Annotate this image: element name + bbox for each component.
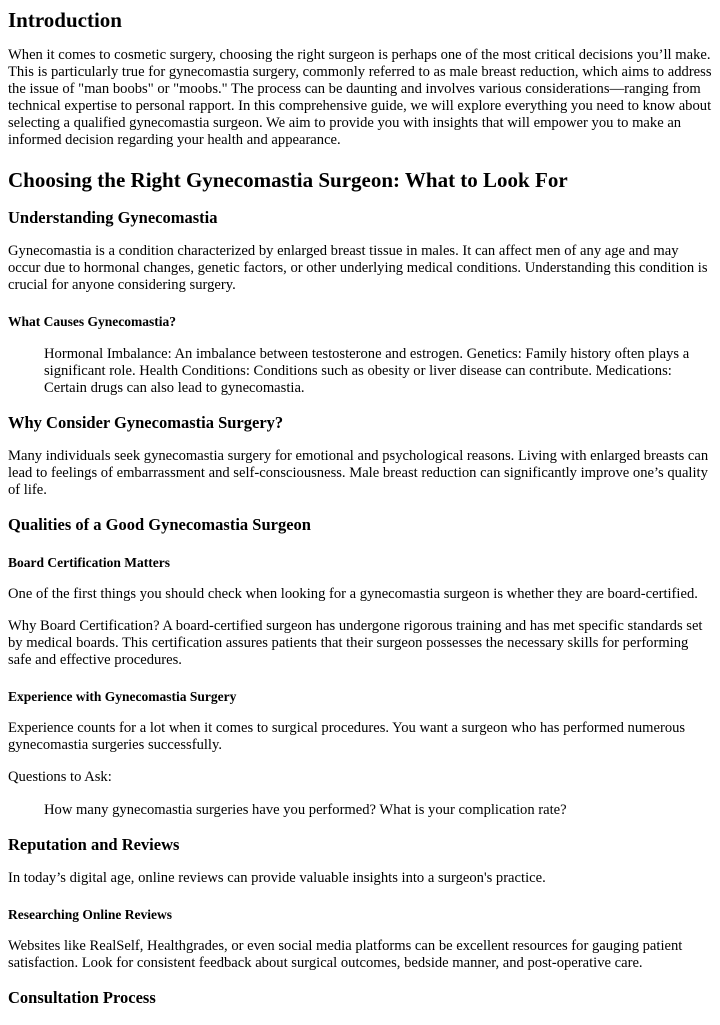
main-heading: Choosing the Right Gynecomastia Surgeon: What to Look For bbox=[8, 168, 568, 192]
causes-quote: Hormonal Imbalance: An imbalance between testosterone and estrogen. Genetics: Family history often plays a significant role. Health Conditions: Conditions such as obesity or liver disease can contribute. Medications: Certain drugs can also lead to gynecomastia. bbox=[44, 346, 690, 396]
why-heading: Why Consider Gynecomastia Surgery? bbox=[8, 413, 284, 432]
questions-quote: How many gynecomastia surgeries have you performed? What is your complication rate? bbox=[44, 802, 567, 818]
understanding-paragraph: Gynecomastia is a condition characterized by enlarged breast tissue in males. It can affect men of any age and may occur due to hormonal changes, genetic factors, or other underlying medical conditions. Understanding this condition is crucial for anyone considering surgery. bbox=[8, 243, 708, 293]
why-paragraph: Many individuals seek gynecomastia surgery for emotional and psychological reasons. Living with enlarged breasts can lead to feelings of embarrassment and self-consciousness. Male breast reduction can significantly improve one’s quality of life. bbox=[8, 448, 709, 498]
article bbox=[0, 8, 720, 1008]
qualities-heading: Qualities of a Good Gynecomastia Surgeon bbox=[8, 515, 311, 534]
reputation-heading: Reputation and Reviews bbox=[8, 835, 180, 854]
board-paragraph-2: Why Board Certification? A board-certified surgeon has undergone rigorous training and has met specific standards set by medical boards. This certification assures patients that their surgeon possesses the necessary skills for performing safe and effective procedures. bbox=[8, 618, 703, 668]
experience-paragraph: Experience counts for a lot when it comes to surgical procedures. You want a surgeon who has performed numerous gynecomastia surgeries successfully. bbox=[8, 720, 686, 753]
board-paragraph-1: One of the first things you should check when looking for a gynecomastia surgeon is whether they are board-certified. bbox=[8, 586, 698, 602]
intro-paragraph: When it comes to cosmetic surgery, choosing the right surgeon is perhaps one of the most critical decisions you’ll make. This is particularly true for gynecomastia surgery, commonly referred to as male breast reduction, which aims to address the issue of "man boobs" or "moobs." The process can be daunting and involves various considerations—ranging from technical expertise to personal rapport. In this comprehensive guide, we will explore everything you need to know about selecting a qualified gynecomastia surgeon. We aim to provide you with insights that will empower you to make an informed decision regarding your health and appearance. bbox=[8, 47, 712, 148]
online-reviews-heading: Researching Online Reviews bbox=[8, 907, 172, 922]
understanding-heading: Understanding Gynecomastia bbox=[8, 208, 218, 227]
intro-heading: Introduction bbox=[8, 8, 122, 32]
board-heading: Board Certification Matters bbox=[8, 555, 170, 570]
consultation-heading: Consultation Process bbox=[8, 988, 156, 1007]
questions-label: Questions to Ask: bbox=[8, 769, 112, 785]
reputation-paragraph: In today’s digital age, online reviews can provide valuable insights into a surgeon's practice. bbox=[8, 870, 546, 886]
experience-heading: Experience with Gynecomastia Surgery bbox=[8, 689, 237, 704]
causes-heading: What Causes Gynecomastia? bbox=[8, 314, 176, 329]
online-reviews-paragraph: Websites like RealSelf, Healthgrades, or even social media platforms can be excellent resources for gauging patient satisfaction. Look for consistent feedback about surgical outcomes, bedside manner, and post-operative care. bbox=[8, 938, 683, 971]
